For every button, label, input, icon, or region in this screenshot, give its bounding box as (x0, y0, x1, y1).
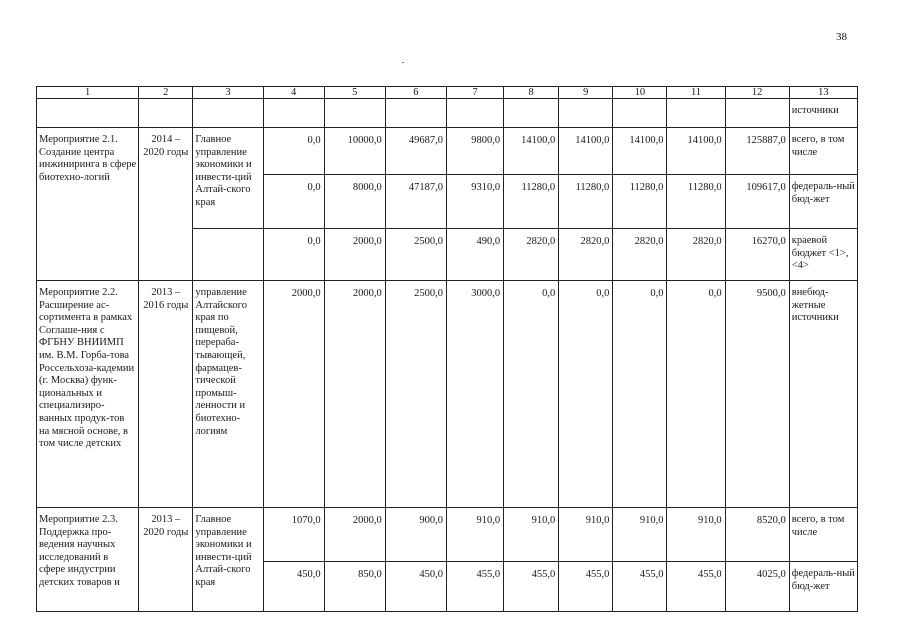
measure-name-cell: Мероприятие 2.3. Поддержка про-ведения научных исследований в сфере индустрии детских товаров и (37, 508, 139, 612)
source-cell: федераль-ный бюд-жет (789, 562, 857, 612)
source-cell: федераль-ный бюд-жет (789, 175, 857, 229)
value-cell: 0,0 (559, 281, 613, 508)
value-cell: 2500,0 (385, 229, 446, 281)
value-cell: 11280,0 (559, 175, 613, 229)
source-cell: источники (789, 99, 857, 128)
value-cell: 2000,0 (324, 508, 385, 562)
value-cell: 455,0 (613, 562, 667, 612)
value-cell: 2000,0 (263, 281, 324, 508)
value-cell: 2820,0 (613, 229, 667, 281)
value-cell: 2820,0 (559, 229, 613, 281)
header-cell: 1 (37, 87, 139, 99)
value-cell: 2000,0 (324, 229, 385, 281)
budget-table (36, 86, 858, 612)
value-cell: 0,0 (613, 281, 667, 508)
scan-speck (402, 62, 404, 63)
value-cell: 910,0 (559, 508, 613, 562)
value-cell: 455,0 (504, 562, 559, 612)
header-cell: 6 (385, 87, 446, 99)
value-cell: 900,0 (385, 508, 446, 562)
value-cell: 1070,0 (263, 508, 324, 562)
value-cell: 0,0 (263, 128, 324, 175)
value-cell: 455,0 (667, 562, 725, 612)
value-cell: 2820,0 (667, 229, 725, 281)
header-cell: 11 (667, 87, 725, 99)
value-cell: 2500,0 (385, 281, 446, 508)
value-cell: 450,0 (263, 562, 324, 612)
value-cell: 9800,0 (446, 128, 503, 175)
value-cell: 0,0 (263, 175, 324, 229)
source-cell: всего, в том числе (789, 508, 857, 562)
value-cell: 450,0 (385, 562, 446, 612)
value-cell: 9500,0 (725, 281, 789, 508)
value-cell: 11280,0 (504, 175, 559, 229)
value-cell: 490,0 (446, 229, 503, 281)
header-cell: 3 (193, 87, 263, 99)
value-cell: 49687,0 (385, 128, 446, 175)
value-cell: 109617,0 (725, 175, 789, 229)
value-cell: 8520,0 (725, 508, 789, 562)
header-cell: 13 (789, 87, 857, 99)
period-cell: 2014 – 2020 годы (139, 128, 193, 281)
value-cell: 455,0 (559, 562, 613, 612)
header-cell: 12 (725, 87, 789, 99)
header-cell: 8 (504, 87, 559, 99)
value-cell: 910,0 (613, 508, 667, 562)
executor-cell: Главное управление экономики и инвести-ций Алтай-ского края (193, 508, 263, 612)
value-cell: 14100,0 (504, 128, 559, 175)
value-cell: 910,0 (667, 508, 725, 562)
header-cell: 10 (613, 87, 667, 99)
executor-cell: управление Алтайского края по пищевой, перераба-тывающей, фармацев-тической промыш-ленности и биотехно-логиям (193, 281, 263, 508)
page-number: 38 (836, 31, 847, 43)
header-cell: 7 (446, 87, 503, 99)
table-row (37, 128, 858, 175)
source-cell: краевой бюджет <1>, <4> (789, 229, 857, 281)
value-cell: 8000,0 (324, 175, 385, 229)
header-cell: 2 (139, 87, 193, 99)
executor-cell: Главное управление экономики и инвести-ций Алтай-ского края (193, 128, 263, 229)
value-cell: 910,0 (446, 508, 503, 562)
value-cell: 4025,0 (725, 562, 789, 612)
value-cell: 125887,0 (725, 128, 789, 175)
header-row (37, 87, 858, 99)
value-cell: 14100,0 (613, 128, 667, 175)
period-cell: 2013 – 2020 годы (139, 508, 193, 612)
source-cell: внебюд-жетные источники (789, 281, 857, 508)
value-cell: 47187,0 (385, 175, 446, 229)
value-cell: 11280,0 (667, 175, 725, 229)
table-row (37, 508, 858, 562)
value-cell: 455,0 (446, 562, 503, 612)
value-cell: 0,0 (263, 229, 324, 281)
header-cell: 4 (263, 87, 324, 99)
value-cell: 2000,0 (324, 281, 385, 508)
value-cell: 910,0 (504, 508, 559, 562)
value-cell: 16270,0 (725, 229, 789, 281)
continuation-row (37, 99, 858, 128)
value-cell: 14100,0 (559, 128, 613, 175)
value-cell: 10000,0 (324, 128, 385, 175)
value-cell: 2820,0 (504, 229, 559, 281)
measure-name-cell: Мероприятие 2.1. Создание центра инжиниринга в сфере биотехно-логий (37, 128, 139, 281)
header-cell: 9 (559, 87, 613, 99)
header-cell: 5 (324, 87, 385, 99)
value-cell: 9310,0 (446, 175, 503, 229)
period-cell: 2013 – 2016 годы (139, 281, 193, 508)
value-cell: 850,0 (324, 562, 385, 612)
value-cell: 11280,0 (613, 175, 667, 229)
value-cell: 3000,0 (446, 281, 503, 508)
table-row (37, 281, 858, 508)
measure-name-cell: Мероприятие 2.2. Расширение ас-сортимента в рамках Соглаше-ния с ФГБНУ ВНИИМП им. В.М. Горба-това Россельхоза-кадемии (г. Москва) функ-циональных и специализиро-ванных продук-тов на мясной основе, в том числе детских (37, 281, 139, 508)
value-cell: 14100,0 (667, 128, 725, 175)
value-cell: 0,0 (504, 281, 559, 508)
source-cell: всего, в том числе (789, 128, 857, 175)
value-cell: 0,0 (667, 281, 725, 508)
